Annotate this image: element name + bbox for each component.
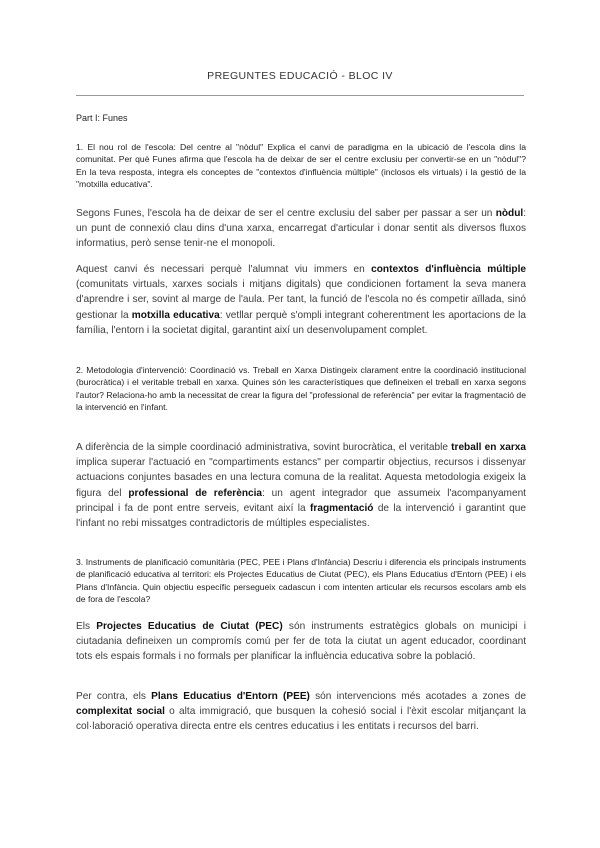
answer-text: A diferència de la simple coordinació administrativa, sovint burocràtica, el veritable [76, 442, 452, 453]
answer-text: implica superar l'actuació en "compartiments estancs" per compartir objectius, recursos i dissenyar actuacions conjuntes basades en una lectura comuna de la realitat. Aquesta metodologia exigeix la figura del [76, 457, 526, 499]
answer-text: : un agent integrador que assumeix l'acompanyament principal i fa de pont entre serveis, evitant així la [76, 487, 526, 514]
answer-text: són instruments estratègics globals on municipi i ciutadania defineixen un compromís comú per fer de tota la ciutat un agent educador, coordinant tots els espais formals i no formals per planificar la influència educativa sobre la població. [76, 621, 526, 663]
question-1: 1. El nou rol de l'escola: Del centre al "nòdul" Explica el canvi de paradigma en la ubicació de l'escola dins la comunitat. Per què Funes afirma que l'escola ha de deixar de ser el centre exclusiu per convertir-se en un "nòdul"? En la teva resposta, integra els conceptes de "contextos d'influència múltiple" (inclosos els virtuals) i la gestió de la "motxilla educativa". [76, 142, 526, 190]
answer-text: són intervencions més acotades a zones de [309, 691, 526, 702]
answer-text: Per contra, els [76, 691, 152, 702]
answer-keyword: fragmentació [310, 502, 374, 514]
answer-keyword: motxilla educativa [131, 309, 220, 321]
answer-keyword: nòdul [495, 208, 524, 219]
question-3: 3. Instruments de planificació comunitària (PEC, PEE i Plans d'Infància) Descriu i diferencia els principals instruments de planificació educativa al territori: els Projectes Educatius de Ciutat (PEC), els Plans Educatius d'Entorn (PEE) i els Plans d'Infància. Quin objectiu específic persegueix cadascun i com intenten articular els recursos escolars amb els de fora de l'escola? [76, 557, 526, 605]
answer-text: : vetllar perquè s'ompli integrant coherentment les aportacions de la família, l'entorn i la societat digital, garantint així un desenvolupament complet. [76, 309, 526, 336]
answer-keyword: professional de referència [128, 487, 263, 499]
question-2: 2. Metodologia d'intervenció: Coordinació vs. Treball en Xarxa Distingeix clarament entre la coordinació institucional (burocràtica) i el veritable treball en xarxa. Quines són les característiques que defineixen el treball en xarxa segons l'autor? Relaciona-ho amb la necessitat de crear la figura del "professional de referència" per evitar la fragmentació de la intervenció en l'infant. [76, 365, 526, 413]
answer-4 [76, 619, 526, 665]
document-title: PREGUNTES EDUCACIÓ - BLOC IV [207, 70, 393, 82]
answer-keyword: contextos d'influència múltiple [371, 264, 526, 275]
answer-5 [76, 689, 526, 735]
answer-keyword: treball en xarxa [451, 442, 526, 453]
answer-1 [76, 206, 526, 252]
answer-text: Segons Funes, l'escola ha de deixar de ser el centre exclusiu del saber per passar a ser un [76, 208, 496, 219]
answer-text: : un punt de connexió clau dins d'una xarxa, encarregat d'articular i donar sentit als diversos fluxos informatius, però sense tenir-ne el monopoli. [76, 208, 526, 250]
answer-text: Aquest canvi és necessari perquè l'alumnat viu immers en [76, 264, 372, 275]
answer-2 [76, 262, 526, 338]
answer-text: Els [76, 621, 97, 632]
title-divider [76, 95, 524, 96]
answer-text: de la intervenció i garantint que l'infant no rebi missatges contradictoris de múltiples especialistes. [76, 502, 526, 530]
answer-keyword: Plans Educatius d'Entorn (PEE) [151, 691, 310, 702]
answer-keyword: Projectes Educatius de Ciutat (PEC) [96, 621, 283, 632]
answer-text: (comunitats virtuals, xarxes socials i mitjans digitals) que condicionen fortament la seva manera d'aprendre i ser, sovint al marge de l'aula. Per tant, la funció de l'escola no és competir aïllada, sinó gestionar la [76, 279, 526, 321]
part-heading: Part I: Funes [76, 113, 128, 123]
answer-text: o alta immigració, que busquen la cohesió social i l'èxit escolar mitjançant la col·laboració operativa directa entre els centres educatius i les entitats i recursos del barri. [76, 706, 527, 733]
answer-keyword: complexitat social [76, 706, 165, 718]
answer-3 [76, 440, 526, 531]
